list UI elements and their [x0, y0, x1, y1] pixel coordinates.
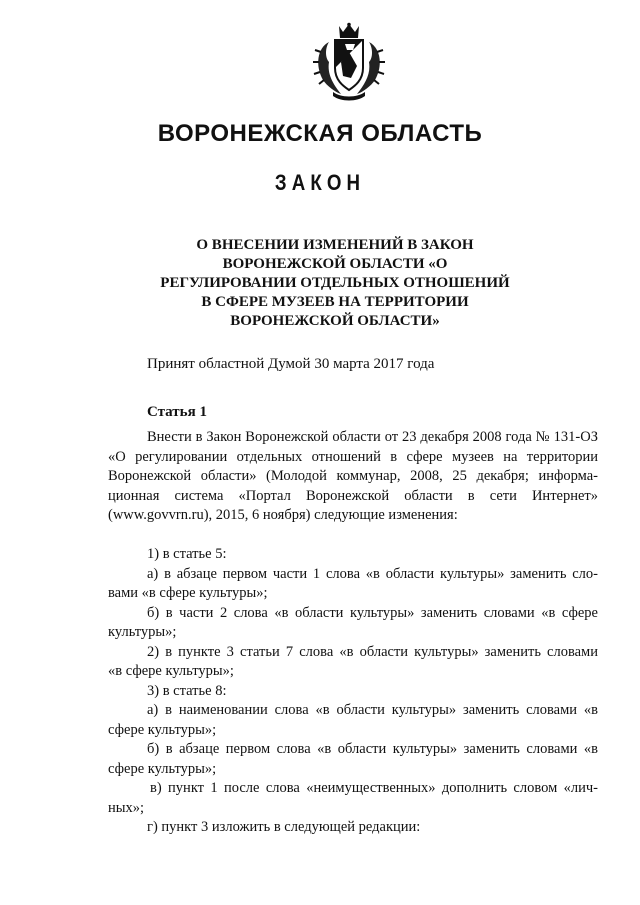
list-item: 1) в статье 5:: [147, 546, 227, 562]
paragraph-line: Воронежской области» (Молодой коммунар, 2008, 25 декабря; информа-: [108, 468, 598, 484]
list-item: а) в абзаце первом части 1 слова «в области культуры» заменить сло-: [147, 565, 598, 582]
list-item: б) в абзаце первом слова «в области культуры» заменить словами «в: [147, 741, 598, 757]
paragraph-line: (www.govvrn.ru), 2015, 6 ноября) следующие изменения:: [108, 507, 458, 523]
adoption-date: Принят областной Думой 30 марта 2017 года: [147, 356, 435, 372]
list-item-cont: сфере культуры»;: [108, 760, 217, 777]
article-heading: Статья 1: [147, 404, 207, 420]
law-title-line: ВОРОНЕЖСКОЙ ОБЛАСТИ»: [230, 313, 440, 329]
paragraph-line: Внести в Закон Воронежской области от 23 декабря 2008 года № 131-ОЗ: [147, 429, 598, 445]
article-body: [108, 428, 598, 838]
law-title: [100, 236, 570, 331]
document-type: ЗАКОН: [274, 170, 366, 195]
list-item-cont: культуры»;: [108, 624, 177, 640]
list-item: 3) в статье 8:: [147, 682, 227, 699]
paragraph-line: ционная система «Портал Воронежской области в сети Интернет»: [108, 487, 598, 504]
list-item-cont: сфере культуры»;: [108, 721, 217, 738]
list-item-cont: ных»;: [108, 799, 145, 816]
coat-of-arms-icon: [311, 22, 387, 102]
law-title-line: РЕГУЛИРОВАНИИ ОТДЕЛЬНЫХ ОТНОШЕНИЙ: [160, 275, 510, 291]
list-item: г) пункт 3 изложить в следующей редакции:: [147, 819, 421, 835]
list-item: а) в наименовании слова «в области культуры» заменить словами «в: [147, 702, 598, 718]
law-title-line: В СФЕРЕ МУЗЕЕВ НА ТЕРРИТОРИИ: [201, 294, 469, 310]
region-name: ВОРОНЕЖСКАЯ ОБЛАСТЬ: [157, 120, 483, 147]
list-item-cont: «в сфере культуры»;: [108, 663, 234, 679]
law-title-line: О ВНЕСЕНИИ ИЗМЕНЕНИЙ В ЗАКОН: [196, 237, 474, 253]
list-item-cont: вами «в сфере культуры»;: [108, 585, 268, 601]
list-item: в) пункт 1 после слова «неимущественных» дополнить словом «лич-: [150, 780, 598, 796]
list-item: б) в части 2 слова «в области культуры» заменить словами «в сфере: [147, 604, 598, 621]
law-title-line: ВОРОНЕЖСКОЙ ОБЛАСТИ «О: [222, 256, 448, 272]
paragraph-line: «О регулировании отдельных отношений в сфере музеев на территории: [108, 448, 598, 465]
list-item: 2) в пункте 3 статьи 7 слова «в области культуры» заменить словами: [147, 643, 598, 660]
